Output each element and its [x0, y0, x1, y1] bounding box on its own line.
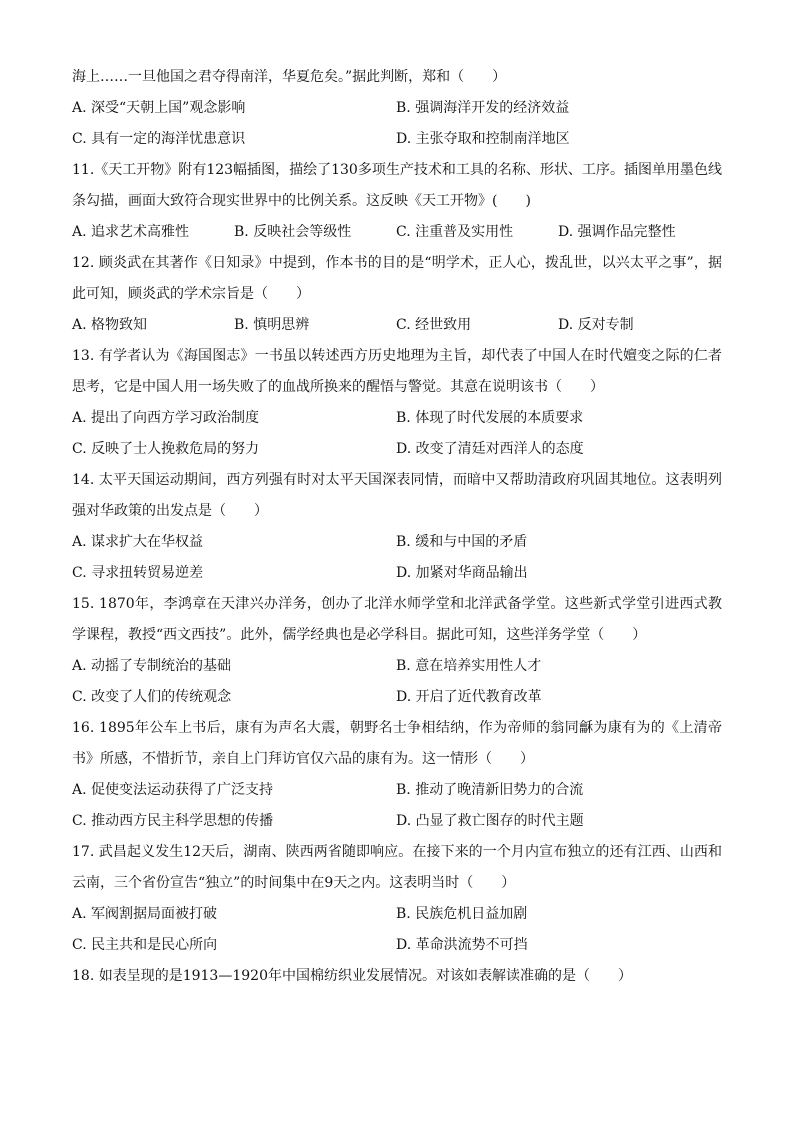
question-10-options: [72, 93, 722, 155]
question-13-stem: 13. 有学者认为《海国图志》一书虽以转述西方历史地理为主旨，却代表了中国人在时代嬗变之际的仁者思考，它是中国人用一场失败了的血战所换来的醒悟与警觉。其意在说明该书（ ）: [72, 348, 722, 395]
question-17-options: [72, 899, 722, 961]
option-b: B. 慎明思辨: [234, 317, 310, 333]
option-a: A. 谋求扩大在华权益: [72, 534, 204, 550]
question-18-stem: 18. 如表呈现的是1913—1920年中国棉纺织业发展情况。对该如表解读准确的是（ ）: [72, 968, 632, 984]
option-b: B. 推动了晚清新旧势力的合流: [396, 782, 584, 798]
option-c: C. 具有一定的海洋忧患意识: [72, 131, 246, 147]
option-b: B. 反映社会等级性: [234, 224, 352, 240]
option-a: A. 军阀割据局面被打破: [72, 906, 218, 922]
option-d: D. 强调作品完整性: [558, 224, 676, 240]
exam-page: [72, 62, 722, 992]
question-14-options: [72, 527, 722, 589]
option-c: C. 民主共和是民心所向: [72, 937, 218, 953]
option-d: D. 改变了清廷对西洋人的态度: [396, 441, 584, 457]
option-c: C. 经世致用: [396, 317, 472, 333]
question-16-stem: 16. 1895年公车上书后，康有为声名大震，朝野名士争相结纳，作为帝师的翁同龢为康有为的《上清帝书》所感，不惜折节，亲自上门拜访官仅六品的康有为。这一情形（ ）: [72, 720, 722, 767]
option-b: B. 民族危机日益加剧: [396, 906, 528, 922]
question-12-options: [72, 310, 722, 341]
option-d: D. 加紧对华商品输出: [396, 565, 528, 581]
question-12-stem: 12. 顾炎武在其著作《日知录》中提到，作本书的目的是“明学术，正人心，拨乱世，以兴太平之事”，据此可知，顾炎武的学术宗旨是（ ）: [72, 255, 722, 302]
option-d: D. 开启了近代教育改革: [396, 689, 542, 705]
option-b: B. 意在培养实用性人才: [396, 658, 542, 674]
option-b: B. 体现了时代发展的本质要求: [396, 410, 584, 426]
option-a: A. 格物致知: [72, 317, 148, 333]
option-d: D. 主张夺取和控制南洋地区: [396, 131, 570, 147]
option-a: A. 深受“天朝上国”观念影响: [72, 100, 246, 116]
question-15-stem: 15. 1870年，李鸿章在天津兴办洋务，创办了北洋水师学堂和北洋武备学堂。这些新式学堂引进西式教学课程，教授“西文西技”。此外，儒学经典也是必学科目。据此可知，这些洋务学堂（ ）: [72, 596, 722, 643]
option-c: C. 推动西方民主科学思想的传播: [72, 813, 274, 829]
option-d: D. 反对专制: [558, 317, 634, 333]
option-a: A. 动摇了专制统治的基础: [72, 658, 232, 674]
option-a: A. 追求艺术高雅性: [72, 224, 190, 240]
option-c: C. 改变了人们的传统观念: [72, 689, 232, 705]
question-11-options: [72, 217, 722, 248]
option-a: A. 提出了向西方学习政治制度: [72, 410, 260, 426]
option-c: C. 注重普及实用性: [396, 224, 514, 240]
question-10-stem-tail: 海上……一旦他国之君夺得南洋，华夏危矣。”据此判断，郑和（ ）: [72, 69, 507, 85]
option-a: A. 促使变法运动获得了广泛支持: [72, 782, 274, 798]
question-14-stem: 14. 太平天国运动期间，西方列强有时对太平天国深表同情，而暗中又帮助清政府巩固其地位。这表明列强对华政策的出发点是（ ）: [72, 472, 722, 519]
question-13-options: [72, 403, 722, 465]
question-17-stem: 17. 武昌起义发生12天后，湖南、陕西两省随即响应。在接下来的一个月内宣布独立的还有江西、山西和云南，三个省份宣告“独立”的时间集中在9天之内。这表明当时（ ）: [72, 844, 722, 891]
option-d: D. 革命洪流势不可挡: [396, 937, 528, 953]
option-c: C. 寻求扭转贸易逆差: [72, 565, 204, 581]
option-c: C. 反映了士人挽救危局的努力: [72, 441, 260, 457]
option-b: B. 缓和与中国的矛盾: [396, 534, 528, 550]
question-15-options: [72, 651, 722, 713]
question-16-options: [72, 775, 722, 837]
option-b: B. 强调海洋开发的经济效益: [396, 100, 570, 116]
question-11-stem: 11.《天工开物》附有123幅插图，描绘了130多项生产技术和工具的名称、形状、工序。插图单用墨色线条勾描，画面大致符合现实世界中的比例关系。这反映《天工开物》( ): [72, 162, 722, 209]
option-d: D. 凸显了救亡图存的时代主题: [396, 813, 584, 829]
